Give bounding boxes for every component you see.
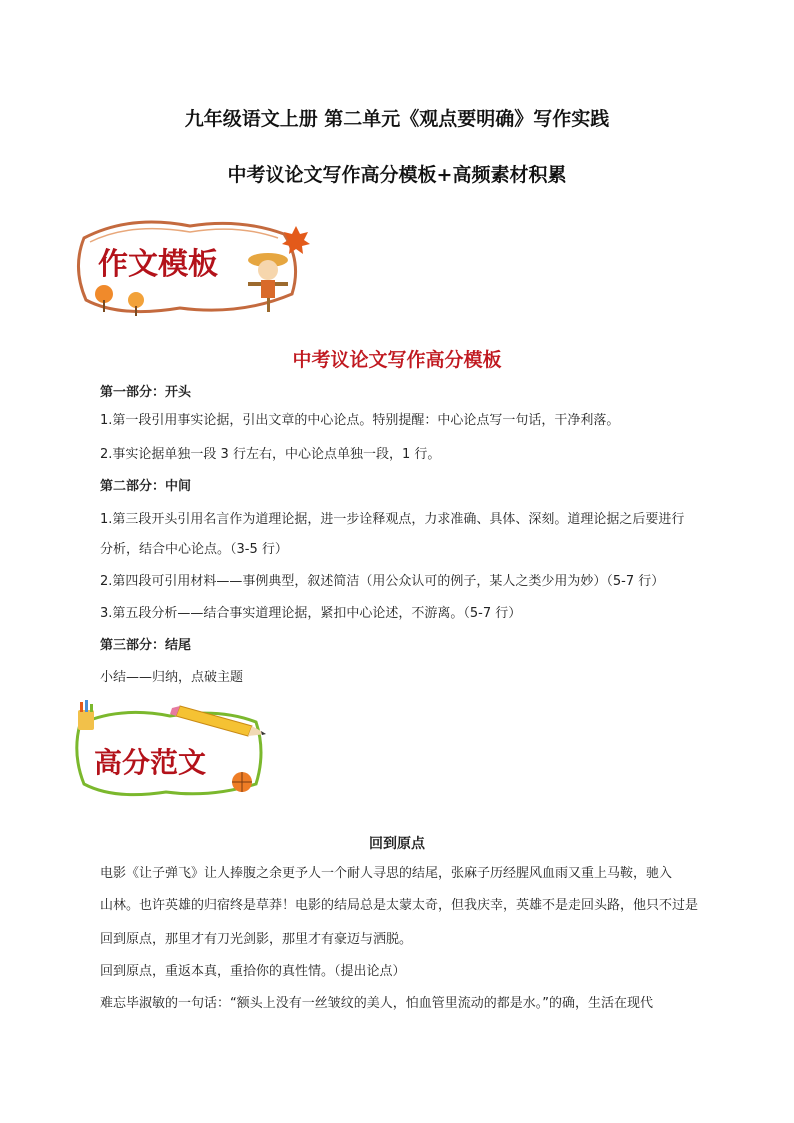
pencil-cup-icon <box>78 700 94 730</box>
part2-item-1-line-1: 1.第三段开头引用名言作为道理论据，进一步诠释观点，力求准确、具体、深刻。道理论据之后要进行 <box>100 512 685 527</box>
template-section-heading: 中考议论文写作高分模板 <box>292 349 502 371</box>
document-title: 九年级语文上册 第二单元《观点要明确》写作实践 <box>184 108 610 130</box>
part1-item-1: 1.第一段引用事实论据，引出文章的中心论点。特别提醒：中心论点写一句话，干净利落。 <box>100 413 620 428</box>
basketball-icon <box>232 772 252 792</box>
model-badge-label: 高分范文 <box>94 746 207 779</box>
part2-item-3: 3.第五段分析——结合事实道理论据，紧扣中心论述，不游离。（5-7 行） <box>100 606 522 621</box>
part1-heading: 第一部分：开头 <box>100 385 192 400</box>
part3-item-1: 小结——归纳，点破主题 <box>100 670 244 685</box>
essay-title: 回到原点 <box>369 836 425 852</box>
template-badge-label: 作文模板 <box>98 247 218 282</box>
template-badge <box>70 212 310 322</box>
part2-heading: 第二部分：中间 <box>100 479 192 494</box>
essay-p1-line-2: 山林。也许英雄的归宿终是草莽！电影的结局总是太蒙太奇，但我庆幸，英雄不是走回头路，他只不过是 <box>100 898 699 913</box>
essay-p1-line-1: 电影《让子弹飞》让人捧腹之余更予人一个耐人寻思的结尾，张麻子历经腥风血雨又重上马鞍，驰入 <box>100 866 673 881</box>
essay-p2-line-1: 回到原点，重返本真，重拾你的真性情。（提出论点） <box>100 964 406 979</box>
document-subtitle: 中考议论文写作高分模板+高频素材积累 <box>227 164 567 186</box>
part2-item-2: 2.第四段可引用材料——事例典型，叙述简洁（用公众认可的例子，某人之类少用为妙）（5-7 行） <box>100 574 665 589</box>
part2-item-1-line-2: 分析，结合中心论点。（3-5 行） <box>100 542 288 557</box>
part3-heading: 第三部分：结尾 <box>100 638 192 653</box>
essay-p1-line-3: 回到原点，那里才有刀光剑影，那里才有豪迈与洒脱。 <box>100 932 413 947</box>
essay-p3-line-1: 难忘毕淑敏的一句话：“额头上没有一丝皱纹的美人，怕血管里流动的都是水。”的确，生活在现代 <box>100 996 653 1011</box>
part1-item-2: 2.事实论据单独一段 3 行左右，中心论点单独一段，1 行。 <box>100 447 441 462</box>
model-essay-badge <box>70 700 270 800</box>
